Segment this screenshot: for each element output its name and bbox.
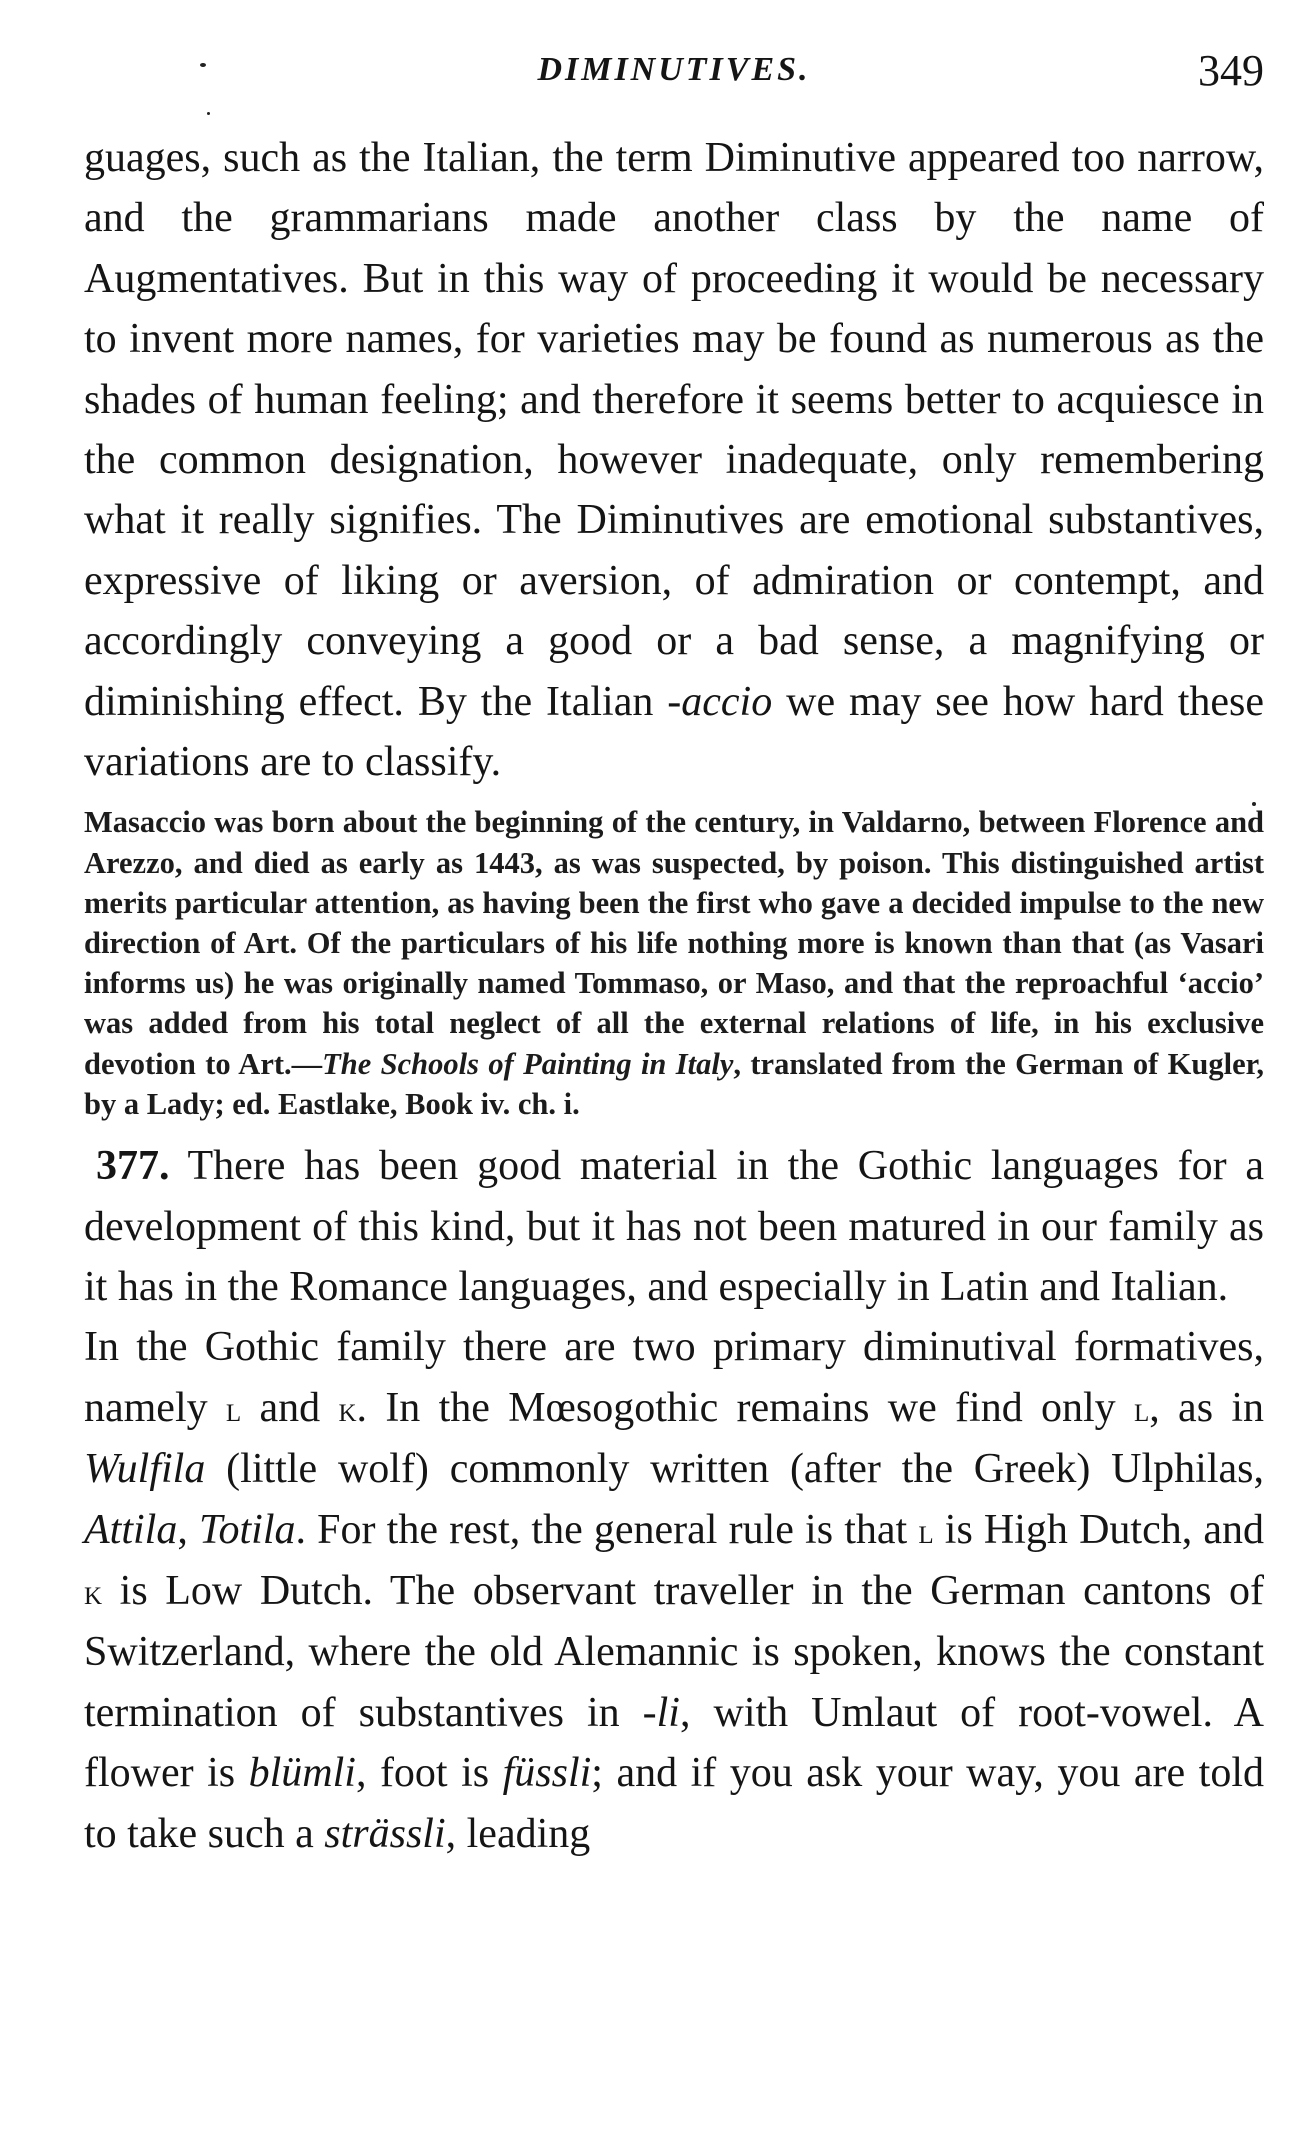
text-run: is High Dutch, and bbox=[933, 1506, 1265, 1553]
text-run: and bbox=[241, 1384, 339, 1431]
quote-text: Masaccio was born about the beginning of the century, in Valdarno, between Florence and Arezzo, and died as early as 1443, as was suspected, by poison. This distinguished artist merits particular attention, as having been the first who gave a decided impulse to the new direction of Art. Of the particulars of his life nothing more is known than that (as Vasari informs us) he was originally named Tommaso, or Maso, and that the reproachful ‘accio’ was added from his total neglect of all the external relations of life, in his exclusive devotion to Art.— bbox=[84, 805, 1264, 1081]
letter-l: l bbox=[1133, 1388, 1150, 1429]
quote-source-title: The Schools of Painting in Italy bbox=[322, 1046, 734, 1081]
text-run: . For the rest, the general rule is that bbox=[295, 1506, 919, 1553]
italic-word-attila: Attila bbox=[84, 1506, 178, 1553]
letter-l: l bbox=[918, 1510, 934, 1551]
italic-word-totila: Totila bbox=[199, 1506, 296, 1553]
ink-speck bbox=[207, 112, 210, 115]
letter-k: k bbox=[84, 1571, 103, 1612]
section-377 bbox=[84, 1136, 1264, 1317]
text-run: , foot is bbox=[355, 1750, 503, 1797]
page-header bbox=[84, 40, 1264, 110]
italic-word-fuessli: füssli bbox=[502, 1750, 592, 1797]
text-run: In the Gothic family there are two primary diminutival formatives, namely bbox=[84, 1324, 1264, 1431]
block-quote bbox=[84, 802, 1264, 1124]
paragraph-text-end: we may see how hard these variations are to classify. bbox=[84, 678, 1264, 786]
body-text bbox=[84, 128, 1264, 1864]
letter-l: l bbox=[225, 1388, 242, 1429]
running-head: DIMINUTIVES. bbox=[537, 51, 811, 88]
text-run: , leading bbox=[445, 1810, 591, 1857]
letter-k: k bbox=[338, 1388, 357, 1429]
ink-speck bbox=[200, 63, 206, 67]
paragraph-diminutives bbox=[84, 128, 1264, 792]
italic-word-straessli: strässli bbox=[324, 1810, 446, 1857]
text-run: , with Umlaut of root-vowel. A flower is bbox=[84, 1689, 1264, 1797]
paragraph-gothic bbox=[84, 1317, 1264, 1864]
italic-term: -accio bbox=[667, 678, 773, 725]
text-run: . In the Mœsogothic remains we find only bbox=[356, 1384, 1134, 1431]
text-run: ; and if you ask your way, you are told to take such a bbox=[84, 1750, 1264, 1857]
text-run: (little wolf) commonly written (after the Greek) Ulphilas, bbox=[205, 1446, 1264, 1493]
text-run: is Low Dutch. The observant traveller in the German cantons of Switzerland, where the old Alemannic is spoken, knows the constant termination of substantives in bbox=[84, 1567, 1264, 1736]
text-run: , as in bbox=[1149, 1384, 1265, 1431]
section-number: 377. bbox=[96, 1143, 170, 1190]
page-number: 349 bbox=[1198, 46, 1264, 95]
italic-word-wulfila: Wulfila bbox=[84, 1446, 206, 1493]
quote-source-details: , translated from the German of Kugler, by a Lady; ed. Eastlake, Book iv. ch. i. bbox=[84, 1046, 1264, 1121]
text-run: , bbox=[177, 1506, 199, 1553]
italic-word-bluemli: blümli bbox=[248, 1750, 356, 1797]
italic-suffix-li: -li bbox=[642, 1689, 680, 1736]
paragraph-text: guages, such as the Italian, the term Diminutive appeared too narrow, and the grammarians made another class by the name of Augmentatives. But in this way of proceeding it would be necessary to invent more names, for varieties may be found as numerous as the shades of human feeling; and therefore it seems better to acquiesce in the common designation, however inadequate, only remembering what it really signifies. The Diminutives are emotional substantives, expressive of liking or aversion, of admiration or contempt, and accordingly conveying a good or a bad sense, a magnifying or diminishing effect. By the Italian bbox=[84, 135, 1264, 725]
section-text: There has been good material in the Gothic languages for a development of this kind, but it has not been matured in our family as it has in the Romance languages, and especially in Latin and Italian. bbox=[84, 1143, 1264, 1310]
